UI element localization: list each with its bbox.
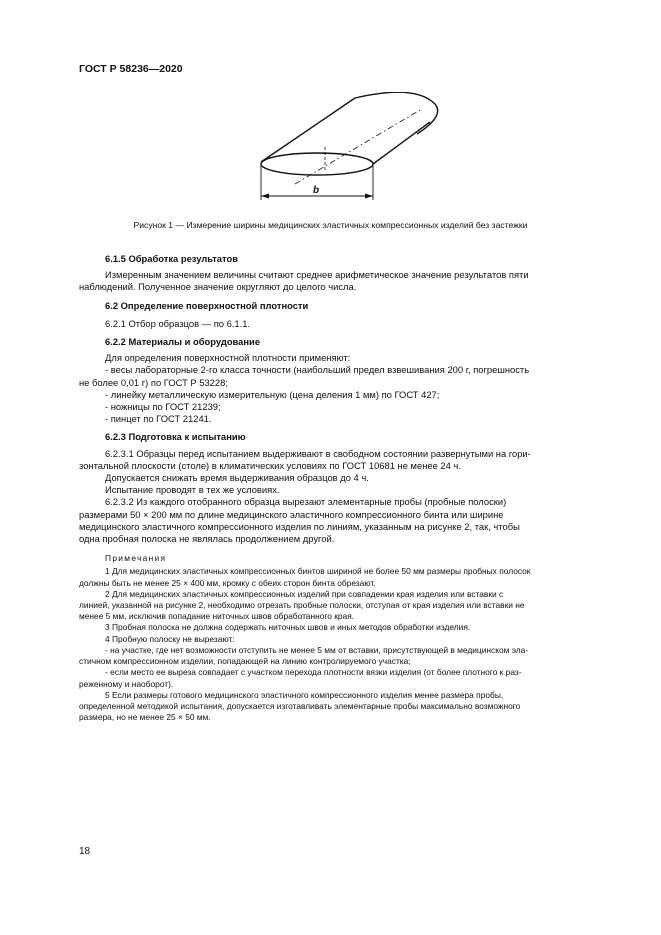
list-item: - весы лабораторные 2-го класса точности (наибольший предел взвешивания 200 г, погрешность (105, 364, 530, 376)
note-line: - на участке, где нет возможности отступить не менее 5 мм от вставки, присутствующей в медицинском эла- (105, 644, 529, 655)
paragraph-line: наблюдений. Полученное значение округляют до целого числа. (79, 281, 357, 293)
heading-6-2-3: 6.2.3 Подготовка к испытанию (105, 431, 246, 443)
note-line: - если место ее выреза совпадает с участком перехода плотности вязки изделия (от более плотного к раз- (105, 667, 522, 678)
note-line: линией, указанной на рисунке 2, необходимо отрезать пробные полоски, отступая от края изделия или вставки не (79, 600, 525, 611)
list-item: - ножницы по ГОСТ 21239; (105, 401, 221, 413)
heading-6-2-2: 6.2.2 Материалы и оборудование (105, 336, 261, 348)
page-number: 18 (79, 846, 91, 857)
paragraph-line: размерами 50 × 200 мм по длине медицинского эластичного компрессионного бинта или ширине (79, 508, 504, 520)
note-line: менее 5 мм, исключив попадание ниточных швов обработанного края. (79, 611, 355, 622)
tube-axis-line (295, 110, 420, 184)
figure-1-diagram (255, 92, 455, 202)
paragraph-line: Испытание проводят в тех же условиях. (105, 484, 280, 496)
notes-title: Примечания (105, 553, 167, 564)
paragraph-line: медицинского эластичного компрессионного изделия по линиям, указанным на рисунке 2, так, чтобы (79, 520, 520, 532)
note-line: должны быть не менее 25 × 400 мм, кромку с обеих сторон бинта обрезают. (79, 577, 376, 588)
notes-block (79, 553, 588, 723)
paragraph-line: Для определения поверхностной плотности применяют: (105, 352, 351, 364)
note-line: определенной методикой испытания, допускается изготавливать элементарные пробы максимально возможного (79, 700, 521, 711)
heading-6-2: 6.2 Определение поверхностной плотности (105, 299, 309, 311)
document-header: ГОСТ Р 58236—2020 (79, 63, 183, 75)
note-line: стичном компрессионном изделии, попадающей на линию контролируемого участка; (79, 656, 411, 667)
paragraph-line: Измеренным значением величины считают среднее арифметическое значение результатов пяти (105, 269, 529, 281)
note-line: 1 Для медицинских эластичных компрессионных бинтов шириной не более 50 мм размеры пробных полосок (105, 566, 531, 577)
figure-caption: Рисунок 1 — Измерение ширины медицинских эластичных компрессионных изделий без застежки (133, 220, 528, 230)
list-item: - линейку металлическую измерительную (цена деления 1 мм) по ГОСТ 427; (105, 388, 440, 400)
paragraph-line: Допускается снижать время выдерживания образцов до 4 ч. (105, 472, 369, 484)
dimension-arrow-left (261, 194, 269, 199)
tube-top-edge (261, 98, 355, 162)
note-line: 4 Пробную полоску не вырезают: (105, 633, 235, 644)
note-line: 3 Пробная полоска не должна содержать ниточных швов и иных методов обработки изделия. (105, 622, 471, 633)
note-line: 5 Если размеры готового медицинского эластичного компрессионного изделия менее размера пробы, (105, 689, 504, 700)
paragraph-line: 6.2.3.1 Образцы перед испытанием выдерживают в свободном состоянии развернутыми на гори- (105, 447, 531, 459)
paragraph-line: 6.2.3.2 Из каждого отобранного образца вырезают элементарные пробы (пробные полоски) (105, 496, 507, 508)
note-line: размера, но не менее 25 × 50 мм. (79, 712, 211, 723)
list-item-continuation: не более 0,01 г) по ГОСТ Р 53228; (79, 376, 228, 388)
dimension-arrow-right (365, 194, 373, 199)
tube-bottom-edge (373, 122, 430, 164)
list-item: - пинцет по ГОСТ 21241. (105, 413, 212, 425)
paragraph-line: зонтальной плоскости (столе) в климатических условиях по ГОСТ 10681 не менее 24 ч. (79, 459, 461, 471)
heading-6-1-5: 6.1.5 Обработка результатов (105, 253, 238, 264)
dimension-label: b (313, 185, 320, 196)
note-line: 2 Для медицинских эластичных компрессионных изделий при совпадении края изделия или вставки с (105, 588, 504, 599)
paragraph-6-2-1: 6.2.1 Отбор образцов — по 6.1.1. (105, 317, 251, 329)
paragraph-line: одна пробная полоска не являлась продолжением другой. (79, 533, 335, 545)
document-body (79, 253, 588, 723)
tube-back-arc (355, 92, 438, 134)
note-line: реженному и наоборот). (79, 678, 174, 689)
tube-front-ellipse (261, 153, 373, 175)
